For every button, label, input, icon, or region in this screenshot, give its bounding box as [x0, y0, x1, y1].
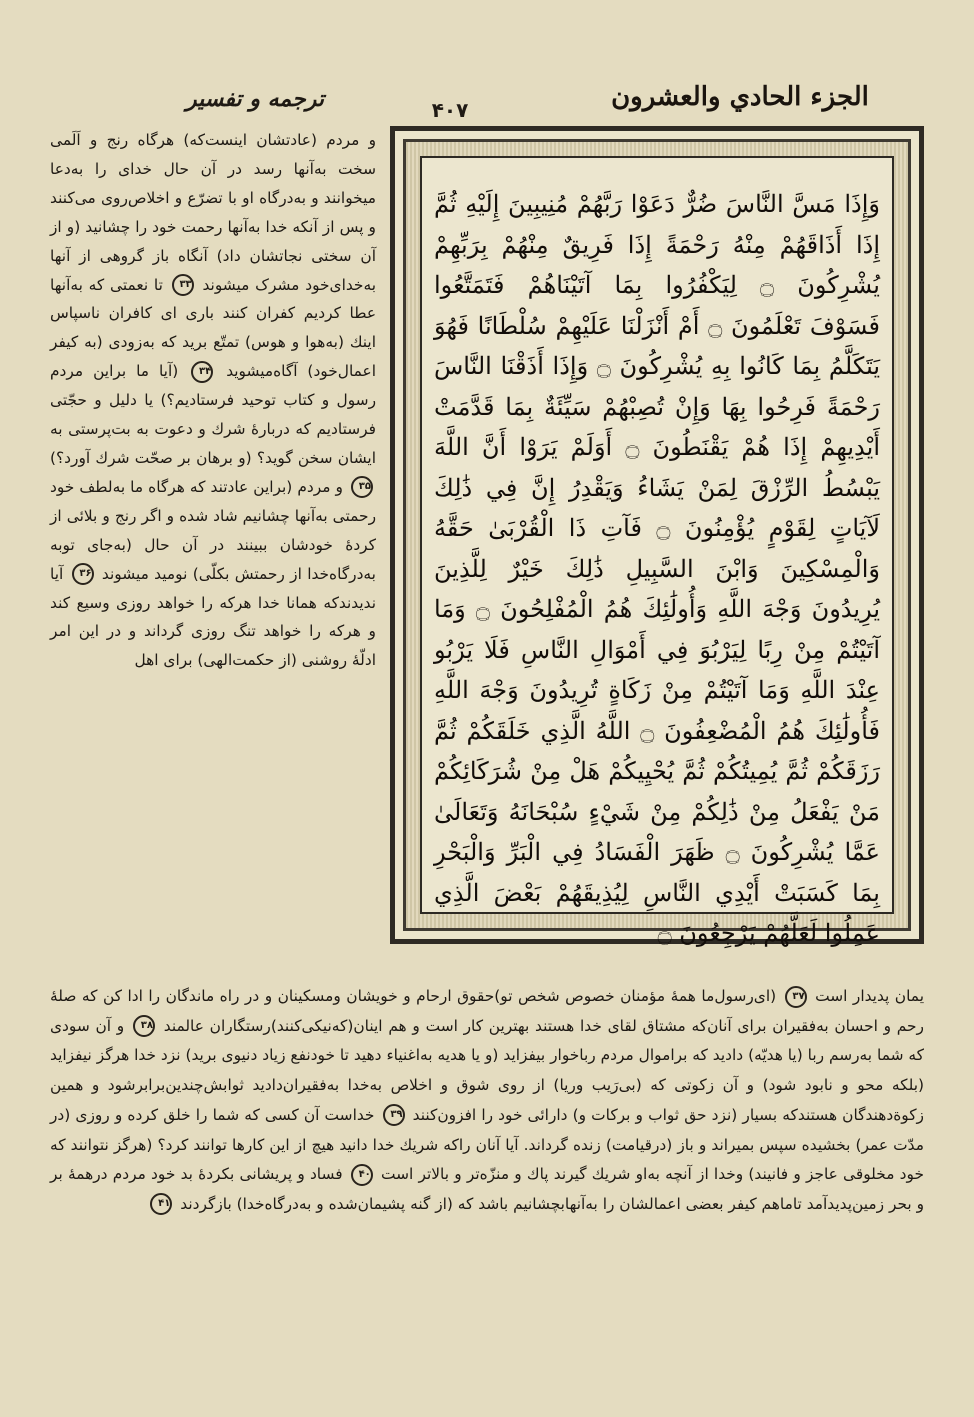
commentary-text: یمان پدیدار است	[815, 987, 924, 1005]
commentary-text: و مردم (براین عادتند که هرگاه ما به‌لطف خود رحمتی به‌آنها چشانیم شاد شده و اگر رنج و بلائی از کردهٔ خودشان ببینند در آن حال (به‌جای توبه به‌درگاه‌خدا از رحمتش بکلّی) نومید میشوند	[50, 477, 376, 583]
section-header: ترجمه و تفسیر	[186, 86, 324, 112]
verse-number-41: ۴۱	[150, 1193, 172, 1215]
verse-number-40: ۴۰	[351, 1164, 373, 1186]
verse-number-35: ۳۵	[351, 476, 373, 498]
commentary-text: و آن سودی که شما به‌رسم ربا (یا هدیّه) دادید که براموال مردم رباخوار بیفزاید (و یا هدیه به‌اغنیاء دهید تا خودنفع زیاد دنیوی برید) نزد خدا هرگز نیفزاید (بلکه محو و نابود شود) و آن زکوتی که (بی‌رَیب وریا) از روی شوق و اخلاص به‌خدا به‌فقیران‌دادید ثوابش‌چندین‌برابرشود و همین زکوة‌دهندگان هستندکه بسیار (نزد حق ثواب و برکات و) دارائی خود را افزون‌کنند	[50, 1016, 924, 1124]
quran-verses: وَإِذَا مَسَّ النَّاسَ ضُرٌّ دَعَوْا رَبَّهُمْ مُنِيبِينَ إِلَيْهِ ثُمَّ إِذَا أَذَاقَهُمْ مِنْهُ رَحْمَةً إِذَا فَرِيقٌ مِنْهُمْ بِرَبِّهِمْ يُشْرِكُونَ ۝ لِيَكْفُرُوا بِمَا آتَيْنَاهُمْ فَتَمَتَّعُوا فَسَوْفَ تَعْلَمُونَ ۝ أَمْ أَنْزَلْنَا عَلَيْهِمْ سُلْطَانًا فَهُوَ يَتَكَلَّمُ بِمَا كَانُوا بِهِ يُشْرِكُونَ ۝ وَإِذَا أَذَقْنَا النَّاسَ رَحْمَةً فَرِحُوا بِهَا وَإِنْ تُصِبْهُمْ سَيِّئَةٌ بِمَا قَدَّمَتْ أَيْدِيهِمْ إِذَا هُمْ يَقْنَطُونَ ۝ أَوَلَمْ يَرَوْا أَنَّ اللَّهَ يَبْسُطُ الرِّزْقَ لِمَنْ يَشَاءُ وَيَقْدِرُ إِنَّ فِي ذَٰلِكَ لَآيَاتٍ لِقَوْمٍ يُؤْمِنُونَ ۝ فَآتِ ذَا الْقُرْبَىٰ حَقَّهُ وَالْمِسْكِينَ وَابْنَ السَّبِيلِ ذَٰلِكَ خَيْرٌ لِلَّذِينَ يُرِيدُونَ وَجْهَ اللَّهِ وَأُولَٰئِكَ هُمُ الْمُفْلِحُونَ ۝ وَمَا آتَيْتُمْ مِنْ رِبًا لِيَرْبُوَ فِي أَمْوَالِ النَّاسِ فَلَا يَرْبُو عِنْدَ اللَّهِ وَمَا آتَيْتُمْ مِنْ زَكَاةٍ تُرِيدُونَ وَجْهَ اللَّهِ فَأُولَٰئِكَ هُمُ الْمُضْعِفُونَ ۝ اللَّهُ الَّذِي خَلَقَكُمْ ثُمَّ رَزَقَكُمْ ثُمَّ يُمِيتُكُمْ ثُمَّ يُحْيِيكُمْ هَلْ مِنْ شُرَكَائِكُمْ مَنْ يَفْعَلُ مِنْ ذَٰلِكُمْ مِنْ شَيْءٍ سُبْحَانَهُ وَتَعَالَىٰ عَمَّا يُشْرِكُونَ ۝ ظَهَرَ الْفَسَادُ فِي الْبَرِّ وَالْبَحْرِ بِمَا كَسَبَتْ أَيْدِي النَّاسِ لِيُذِيقَهُمْ بَعْضَ الَّذِي عَمِلُوا لَعَلَّهُمْ يَرْجِعُونَ ۝	[434, 190, 881, 947]
verse-number-37: ۳۷	[785, 986, 807, 1008]
juz-header: الجزء الحادي والعشرون	[611, 82, 869, 112]
commentary-column	[50, 126, 376, 675]
quran-frame-border	[403, 139, 911, 947]
commentary-text: آیا ندیدندکه همانا خدا هرکه را خواهد روزی وسیع کند و هرکه را خواهد تنگ روزی گرداند و در این امر ادلّهٔ روشنی (از حکمت‌الهی) برای اهل	[50, 564, 376, 670]
quran-frame-inner	[420, 156, 894, 947]
commentary-text: تا نعمتی که به‌آنها عطا کردیم کفران کنند باری ای کافران ناسپاس اینك (به‌هوا و هوس) تمتّع برید که به‌زودی (به کیفر اعمال‌خود) آگاه‌میشوید	[50, 275, 376, 381]
page-number: ۴۰۷	[431, 98, 469, 122]
bottom-commentary	[50, 982, 924, 1220]
verse-number-38: ۳۸	[133, 1015, 155, 1037]
verse-number-36: ۳۶	[72, 563, 94, 585]
commentary-text: فساد و پریشانی بکردهٔ بد خود مردم درهمهٔ بر و بحر زمین‌پدیدآمد تاماهم کیفر بعضی اعمالشان را به‌آنهابچشانیم باشد که (از گنه پشیمان‌شده و به‌درگاه‌خدا) بازگردند	[50, 1165, 924, 1213]
commentary-text: خداست آن کسی که شما را خلق کرده و روزی (در مدّت عمر) بخشیده سپس بمیراند و باز (درقیامت) زنده گرداند. آیا آنان راکه شریك خدا دانید هیچ از این کارها توانند کرد؟ (هرگز نتوانند که خود مخلوقی عاجز و فانیند) وخدا از آنچه به‌او شریك گیرند پاك و منزّه‌تر و بالاتر است	[50, 1105, 924, 1184]
commentary-text: (آیا ما براین مردم رسول و کتاب توحید فرستادیم؟) یا دلیل و حجّتی فرستادیم که دربارهٔ شرك و دعوت به بت‌پرستی به ایشان سخن گوید؟ (و برهان بر صحّت شرك آورد؟)	[50, 362, 376, 467]
verse-number-39: ۳۹	[383, 1104, 405, 1126]
verse-number-33: ۳۳	[172, 274, 194, 296]
commentary-text: (ای‌رسول‌ما همهٔ مؤمنان خصوص شخص تو)حقوق ارحام و خویشان ومسکینان و در راه ماندگان را ادا کن که صلهٔ رحم و احسان به‌فقیران برای آنان‌که مشتاق لقای خدا هستند بهترین کار است و هم اینان(که‌نیکی‌کنند)رستگاران عالمند	[50, 987, 924, 1035]
commentary-text: و مردم (عادتشان اینست‌که) هرگاه رنج و اَلَمی سخت به‌آنها رسد در آن حال خدای را به‌دعا میخوانند و به‌درگاه او با تضرّع و اخلاص‌روی می‌کنند و پس از آنکه خدا به‌آنها رحمت خود را چشانید (و از آن سختی نجاتشان داد) آنگاه باز گروهی از آنها به‌خدای‌خود مشرک میشوند	[50, 131, 376, 294]
verse-number-34: ۳۴	[191, 361, 213, 383]
quran-frame	[390, 126, 924, 947]
